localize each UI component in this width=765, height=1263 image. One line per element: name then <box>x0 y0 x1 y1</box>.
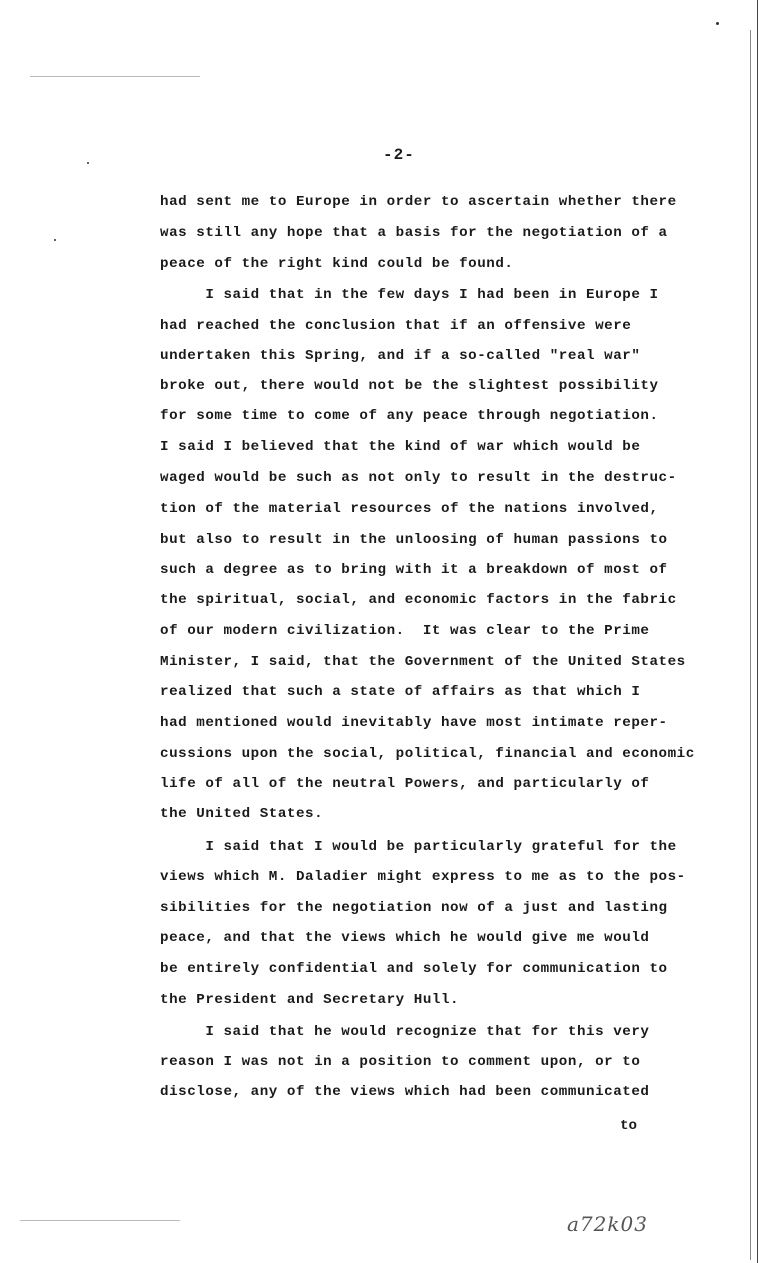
text-line: had mentioned would inevitably have most intimate reper- <box>160 715 668 731</box>
text-line: I said that he would recognize that for this very <box>160 1024 650 1040</box>
text-line: peace of the right kind could be found. <box>160 256 514 272</box>
text-line: life of all of the neutral Powers, and particularly of <box>160 776 650 792</box>
text-line: the spiritual, social, and economic factors in the fabric <box>160 592 677 608</box>
text-line: views which M. Daladier might express to me as to the pos- <box>160 869 686 885</box>
text-line: the President and Secretary Hull. <box>160 992 460 1008</box>
text-line: had sent me to Europe in order to ascertain whether there <box>160 194 677 210</box>
text-line: I said that I would be particularly grateful for the <box>160 839 677 855</box>
scan-speck <box>54 239 56 241</box>
text-line: I said that in the few days I had been in Europe I <box>160 287 659 303</box>
text-line: reason I was not in a position to comment upon, or to <box>160 1054 641 1070</box>
handwritten-archive-mark: a72k03 <box>567 1212 648 1236</box>
scan-rule-top <box>30 76 200 77</box>
text-line: Minister, I said, that the Government of the United States <box>160 654 686 670</box>
text-line: disclose, any of the views which had been communicated <box>160 1084 650 1100</box>
scan-edge-line-outer <box>757 0 758 1263</box>
scan-edge-line <box>750 30 751 1260</box>
text-line: broke out, there would not be the slightest possibility <box>160 378 659 394</box>
text-line: cussions upon the social, political, financial and economic <box>160 746 695 762</box>
text-line: realized that such a state of affairs as that which I <box>160 684 641 700</box>
text-line: had reached the conclusion that if an offensive were <box>160 318 632 334</box>
page-number: -2- <box>383 146 415 164</box>
scan-speck <box>716 22 719 25</box>
continuation-word: to <box>620 1118 638 1134</box>
text-line: but also to result in the unloosing of human passions to <box>160 532 668 548</box>
text-line: peace, and that the views which he would give me would <box>160 930 650 946</box>
text-line: for some time to come of any peace through negotiation. <box>160 408 659 424</box>
text-line: was still any hope that a basis for the negotiation of a <box>160 225 668 241</box>
scan-speck <box>87 162 89 164</box>
text-line: of our modern civilization. It was clear to the Prime <box>160 623 650 639</box>
text-line: undertaken this Spring, and if a so-called "real war" <box>160 348 641 364</box>
text-line: be entirely confidential and solely for communication to <box>160 961 668 977</box>
text-line: the United States. <box>160 806 324 822</box>
text-line: such a degree as to bring with it a breakdown of most of <box>160 562 668 578</box>
text-line: tion of the material resources of the nations involved, <box>160 501 659 517</box>
text-line: sibilities for the negotiation now of a just and lasting <box>160 900 668 916</box>
text-line: I said I believed that the kind of war which would be <box>160 439 641 455</box>
scan-rule-bottom <box>20 1220 180 1221</box>
text-line: waged would be such as not only to result in the destruc- <box>160 470 677 486</box>
